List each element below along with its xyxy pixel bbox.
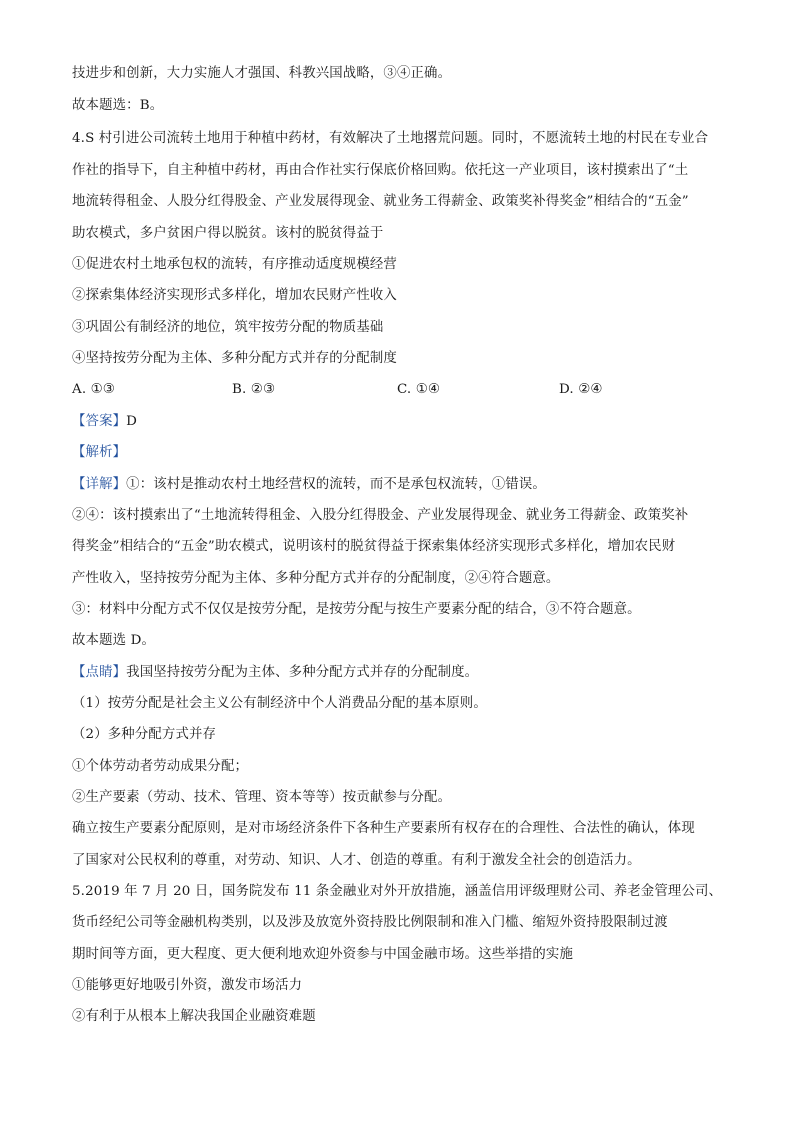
q5-stem-line: 5.2019 年 7 月 20 日，国务院发布 11 条金融业对外开放措施，涵盖信用评级理财公司、养老金管理公司、 [72,884,723,899]
q4-point-item: （1）按劳分配是社会主义公有制经济中个人消费品分配的基本原则。 [72,696,487,711]
q5-stem-line: 货币经纪公司等金融机构类别，以及涉及放宽外资持股比例限制和准入门槛、缩短外资持股限制过渡 [72,915,668,930]
answer-tag: 【答案】 [72,414,127,429]
q4-statement-1: ①促进农村土地承包权的流转，有序推动适度规模经营 [72,257,397,272]
q3-conclusion: 故本题选：B。 [72,98,164,113]
q4-detail-line: 得奖金”相结合的“五金”助农模式，说明该村的脱贫得益于探索集体经济实现形式多样化，增加农民财 [72,539,676,554]
q4-point-item: 了国家对公民权利的尊重，对劳动、知识、人才、创造的尊重。有利于激发全社会的创造活力。 [72,853,641,868]
q4-stem-line: 地流转得租金、人股分红得股金、产业发展得现金、就业务工得薪金、政策奖补得奖金”相结合的“五金” [72,194,689,209]
q4-point-item: ①个体劳动者劳动成果分配； [72,759,249,774]
q4-detail-line: ②④：该村摸索出了“土地流转得租金、入股分红得股金、产业发展得现金、就业务工得薪金、政策奖补 [72,508,689,523]
answer-value: D [126,414,138,429]
q4-stem-line: 4.S 村引进公司流转土地用于种植中药材，有效解决了土地撂荒问题。同时，不愿流转土地的村民在专业合 [72,131,709,146]
q5-statement-1: ①能够更好地吸引外资，激发市场活力 [72,978,303,993]
q4-point-item: （2）多种分配方式并存 [72,727,217,742]
q4-detail-line: 产性收入，坚持按劳分配为主体、多种分配方式并存的分配制度，②④符合题意。 [72,571,560,586]
q4-detail-line: ③：材料中分配方式不仅仅是按劳分配，是按劳分配与按生产要素分配的结合，③不符合题意。 [72,602,641,617]
q4-point-line [72,664,727,682]
q4-analysis-heading [72,444,727,462]
q5-statement-2: ②有利于从根本上解决我国企业融资难题 [72,1009,316,1024]
detail-tag: 【详解】 [72,477,127,492]
q4-statement-2: ②探索集体经济实现形式多样化，增加农民财产性收入 [72,288,397,303]
q4-statement-3: ③巩固公有制经济的地位，筑牢按劳分配的物质基础 [72,320,384,335]
q4-point-item: 确立按生产要素分配原则，是对市场经济条件下各种生产要素所有权存在的合理性、合法性的确认，体现 [72,821,695,836]
q4-option-a: A. ①③ [72,382,115,397]
q4-detail-line [72,476,727,494]
q4-option-d: D. ②④ [559,382,603,397]
point-tag: 【点睛】 [72,665,127,680]
q4-option-b: B. ②③ [232,382,276,397]
point-text: 我国坚持按劳分配为主体、多种分配方式并存的分配制度。 [126,665,479,680]
q4-option-c: C. ①④ [397,382,441,397]
q5-stem-line: 期时间等方面，更大程度、更大便利地欢迎外资参与中国金融市场。这些举措的实施 [72,947,574,962]
analysis-tag: 【解析】 [72,445,127,460]
q4-stem-line: 助农模式，多户贫困户得以脱贫。该村的脱贫得益于 [72,226,384,241]
q4-stem-line: 作社的指导下，自主种植中药材，再由合作社实行保底价格回购。依托这一产业项目，该村摸索出了“土 [72,163,689,178]
q4-statement-4: ④坚持按劳分配为主体、多种分配方式并存的分配制度 [72,351,397,366]
detail-text: ①：该村是推动农村土地经营权的流转，而不是承包权流转，①错误。 [126,477,546,492]
q3-explanation-tail: 技进步和创新，大力实施人才强国、科教兴国战略，③④正确。 [72,66,452,81]
q4-answer [72,413,727,431]
q4-point-item: ②生产要素（劳动、技术、管理、资本等等）按贡献参与分配。 [72,790,452,805]
q4-detail-line: 故本题选 D。 [72,633,155,648]
